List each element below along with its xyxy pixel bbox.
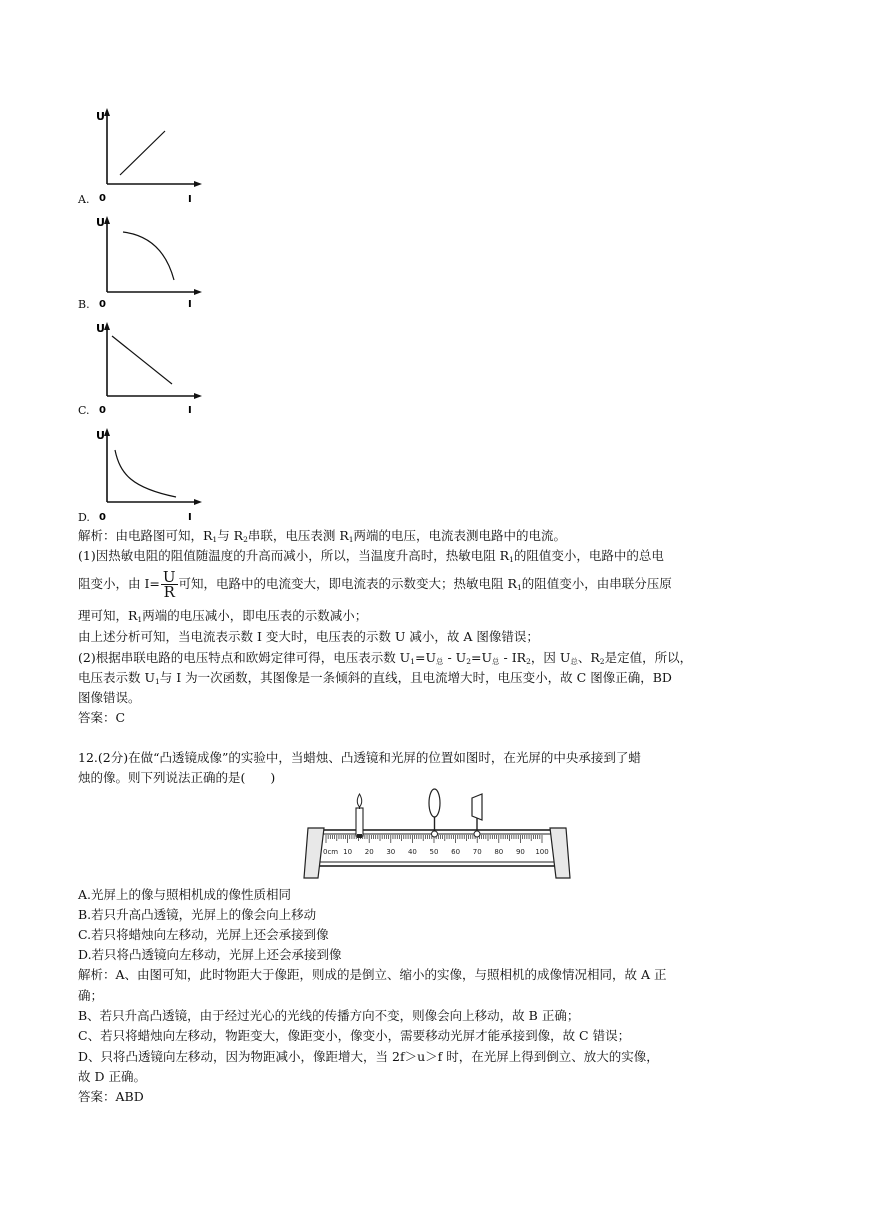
graph-c-plot [78,316,208,422]
graph-b-x-label: I [188,299,192,310]
ruler-tick-label: 60 [451,848,461,856]
graph-d-origin: 0 [99,512,106,523]
graph-c-x-label: I [188,405,192,416]
graph-c-origin: 0 [99,405,106,416]
q12-analysis-line-2: 确； [78,988,104,1003]
q12-analysis-line-6: 故 D 正确。 [78,1069,146,1084]
graph-a-letter: A. [78,193,90,206]
q12-option-d: D.若只将凸透镜向左移动，光屏上还会承接到像 [78,947,342,962]
q11-line-5: 由上述分析可知，当电流表示数 I 变大时，电压表的示数 U 减小，故 A 图像错误； [78,629,539,644]
graph-c-y-label: U [96,322,105,335]
q12-stem-line-2: 烛的像。则下列说法正确的是( ) [78,770,276,785]
q12-option-b: B.若只升高凸透镜，光屏上的像会向上移动 [78,907,317,922]
graph-a-y-label: U [96,110,105,123]
graph-c-curve [112,336,172,384]
graph-d-x-label: I [188,512,192,523]
q12-analysis-line-4: C、若只将蜡烛向左移动，物距变大，像距变小，像变小，需要移动光屏才能承接到像，故 C 错误； [78,1028,631,1043]
graph-c [78,316,208,422]
q11-line-7: 电压表示数 $U_1$与 I 为一次函数，其图像是一条倾斜的直线，且电流增大时，电压变小，故 C 图像正确，BD [78,670,672,686]
graph-b-y-label: U [96,216,105,229]
ohm-law-fraction: $\frac{U}{R}$ [162,568,176,601]
ruler-tick-label: 100 [535,848,549,856]
optical-bench-figure [302,788,572,884]
graph-b [78,210,208,316]
ruler-tick-label: 0cm [323,848,339,856]
ruler-tick-label: 40 [407,848,417,856]
q11-line-4: 理可知，$R_1$两端的电压减小，即电压表的示数减小； [78,608,368,624]
q11-line-2: (1)因热敏电阻的阻值随温度的升高而减小，所以，当温度升高时，热敏电阻 $R_1$的阻值变小，电路中的总电 [78,548,664,564]
q12-analysis-line-5: D、只将凸透镜向左移动，因为物距减小，像距增大，当 2f＞u＞f 时，在光屏上得到倒立、放大的实像， [78,1049,659,1064]
graph-a-x-label: I [188,194,192,205]
q12-analysis-line-1: 解析：A、由图可知，此时物距大于像距，则成的是倒立、缩小的实像，与照相机的成像情况相同，故 A 正 [78,967,667,982]
graph-d [78,422,208,528]
graph-b-letter: B. [78,298,90,311]
graph-a-plot [78,104,208,210]
q12-answer: 答案：ABD [78,1089,144,1104]
q11-line-6: (2)根据串联电路的电压特点和欧姆定律可得，电压表示数 $U_1=U_总 - U_2=U_总 - IR_2$，因 $U_总$、$R_2$是定值，所以， [78,650,693,666]
candle-icon [356,794,363,838]
graph-b-plot [78,210,208,316]
graph-a-origin: 0 [99,193,106,204]
graph-c-letter: C. [78,404,90,417]
q12-stem-line-1: 12.(2分)在做“凸透镜成像”的实验中，当蜡烛、凸透镜和光屏的位置如图时，在光屏的中央承接到了蜡 [78,750,641,765]
q11-line-8: 图像错误。 [78,690,141,705]
q12-option-c: C.若只将蜡烛向左移动，光屏上还会承接到像 [78,927,329,942]
ruler-tick-label: 90 [515,848,525,856]
q12-option-a: A.光屏上的像与照相机成的像性质相同 [78,887,292,902]
ruler-tick-label: 30 [386,848,396,856]
graph-d-y-label: U [96,429,105,442]
graph-a-curve [120,131,165,175]
q11-answer: 答案：C [78,710,126,725]
graph-b-origin: 0 [99,299,106,310]
graph-d-plot [78,422,208,528]
q11-line-1: 解析：由电路图可知，$R_1$与 $R_2$串联，电压表测 $R_1$两端的电压，电流表测电路中的电流。 [78,528,567,544]
ruler-tick-label: 10 [343,848,353,856]
q11-line-3: 阻变小，由 I= $\frac{U}{R}$ 可知，电路中的电流变大，即电流表的示数变大；热敏电阻 $R_1$的阻值变小，由串联分压原 [78,568,672,601]
ruler-tick-label: 50 [429,848,439,856]
graph-b-curve [123,232,174,280]
ruler-tick-label: 70 [472,848,482,856]
graph-d-letter: D. [78,511,90,524]
ruler-tick-label: 80 [494,848,504,856]
ruler-tick-label: 20 [364,848,374,856]
q12-analysis-line-3: B、若只升高凸透镜，由于经过光心的光线的传播方向不变，则像会向上移动，故 B 正确； [78,1008,580,1023]
graph-a [78,104,208,210]
graph-d-curve [115,450,176,497]
